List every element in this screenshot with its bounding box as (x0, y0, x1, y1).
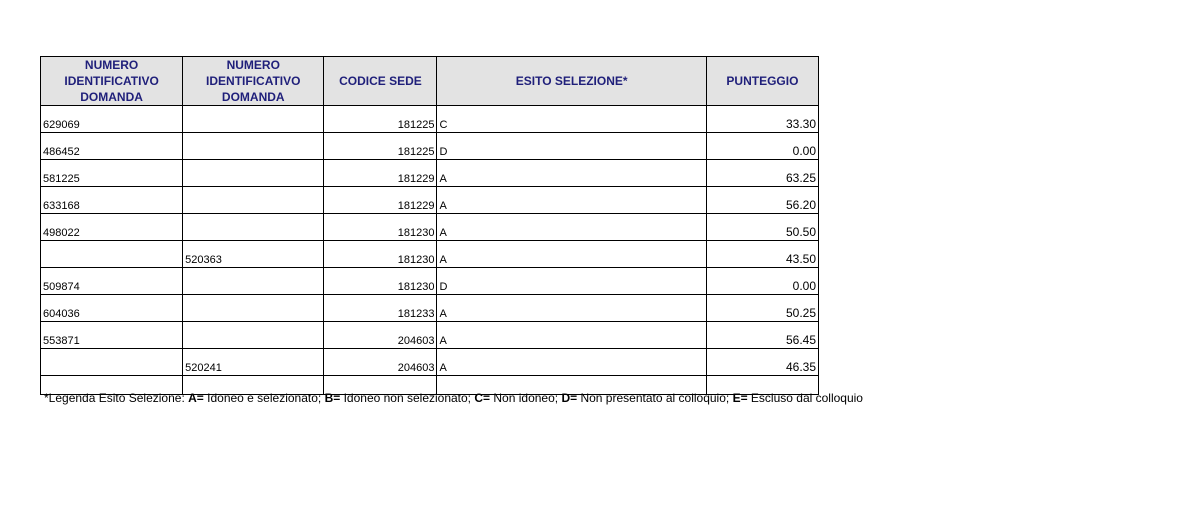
cell-id2 (183, 106, 324, 133)
cell-esito: D (437, 268, 706, 295)
cell-esito: A (437, 322, 706, 349)
results-table (40, 56, 819, 395)
cell-esito: C (437, 106, 706, 133)
cell-esito: A (437, 214, 706, 241)
cell-id2 (183, 322, 324, 349)
cell-punteggio: 46.35 (706, 349, 818, 376)
table-row (41, 187, 819, 214)
cell-codice-sede: 181230 (324, 241, 437, 268)
cell-id1 (41, 349, 183, 376)
cell-codice-sede: 181230 (324, 268, 437, 295)
table-row (41, 106, 819, 133)
cell-id1: 509874 (41, 268, 183, 295)
header-punteggio: PUNTEGGIO (706, 57, 818, 106)
cell-punteggio: 63.25 (706, 160, 818, 187)
cell-id1: 604036 (41, 295, 183, 322)
cell-punteggio: 56.45 (706, 322, 818, 349)
cell-codice-sede: 181233 (324, 295, 437, 322)
cell-id1: 553871 (41, 322, 183, 349)
cell-id2 (183, 187, 324, 214)
cell-id1: 581225 (41, 160, 183, 187)
cell-esito: A (437, 241, 706, 268)
cell-id2 (183, 295, 324, 322)
cell-esito: A (437, 349, 706, 376)
cell-id1: 486452 (41, 133, 183, 160)
cell-id2: 520241 (183, 349, 324, 376)
header-numero-identificativo-domanda-2: NUMERO IDENTIFICATIVO DOMANDA (183, 57, 324, 106)
cell-id1: 498022 (41, 214, 183, 241)
cell-id1: 633168 (41, 187, 183, 214)
cell-id1 (41, 241, 183, 268)
cell-codice-sede: 204603 (324, 349, 437, 376)
cell-esito: A (437, 187, 706, 214)
table-row (41, 349, 819, 376)
cell-punteggio: 33.30 (706, 106, 818, 133)
cell-id1: 629069 (41, 106, 183, 133)
table-row (41, 322, 819, 349)
cell-esito: A (437, 295, 706, 322)
table-row (41, 214, 819, 241)
table-row (41, 133, 819, 160)
cell-punteggio: 50.50 (706, 214, 818, 241)
header-esito-selezione: ESITO SELEZIONE* (437, 57, 706, 106)
header-numero-identificativo-domanda-1: NUMERO IDENTIFICATIVO DOMANDA (41, 57, 183, 106)
cell-id2 (183, 160, 324, 187)
cell-id2 (183, 214, 324, 241)
cell-codice-sede: 204603 (324, 322, 437, 349)
cell-punteggio: 0.00 (706, 133, 818, 160)
cell-punteggio: 50.25 (706, 295, 818, 322)
table-row (41, 160, 819, 187)
cell-codice-sede: 181230 (324, 214, 437, 241)
cell-codice-sede: 181225 (324, 133, 437, 160)
table-row (41, 295, 819, 322)
cell-id2 (183, 133, 324, 160)
cell-punteggio: 43.50 (706, 241, 818, 268)
cell-codice-sede: 181229 (324, 160, 437, 187)
cell-codice-sede: 181229 (324, 187, 437, 214)
cell-esito: D (437, 133, 706, 160)
legend-esito-selezione: *Legenda Esito Selezione: A= Idoneo e selezionato; B= Idoneo non selezionato; C= Non idoneo; D= Non presentato al colloquio; E= Escluso dal colloquio (44, 391, 863, 405)
table-row (41, 268, 819, 295)
cell-punteggio: 0.00 (706, 268, 818, 295)
header-codice-sede: CODICE SEDE (324, 57, 437, 106)
cell-id2 (183, 268, 324, 295)
cell-id2: 520363 (183, 241, 324, 268)
cell-esito: A (437, 160, 706, 187)
table-header-row (41, 57, 819, 106)
table-row (41, 241, 819, 268)
cell-codice-sede: 181225 (324, 106, 437, 133)
cell-punteggio: 56.20 (706, 187, 818, 214)
